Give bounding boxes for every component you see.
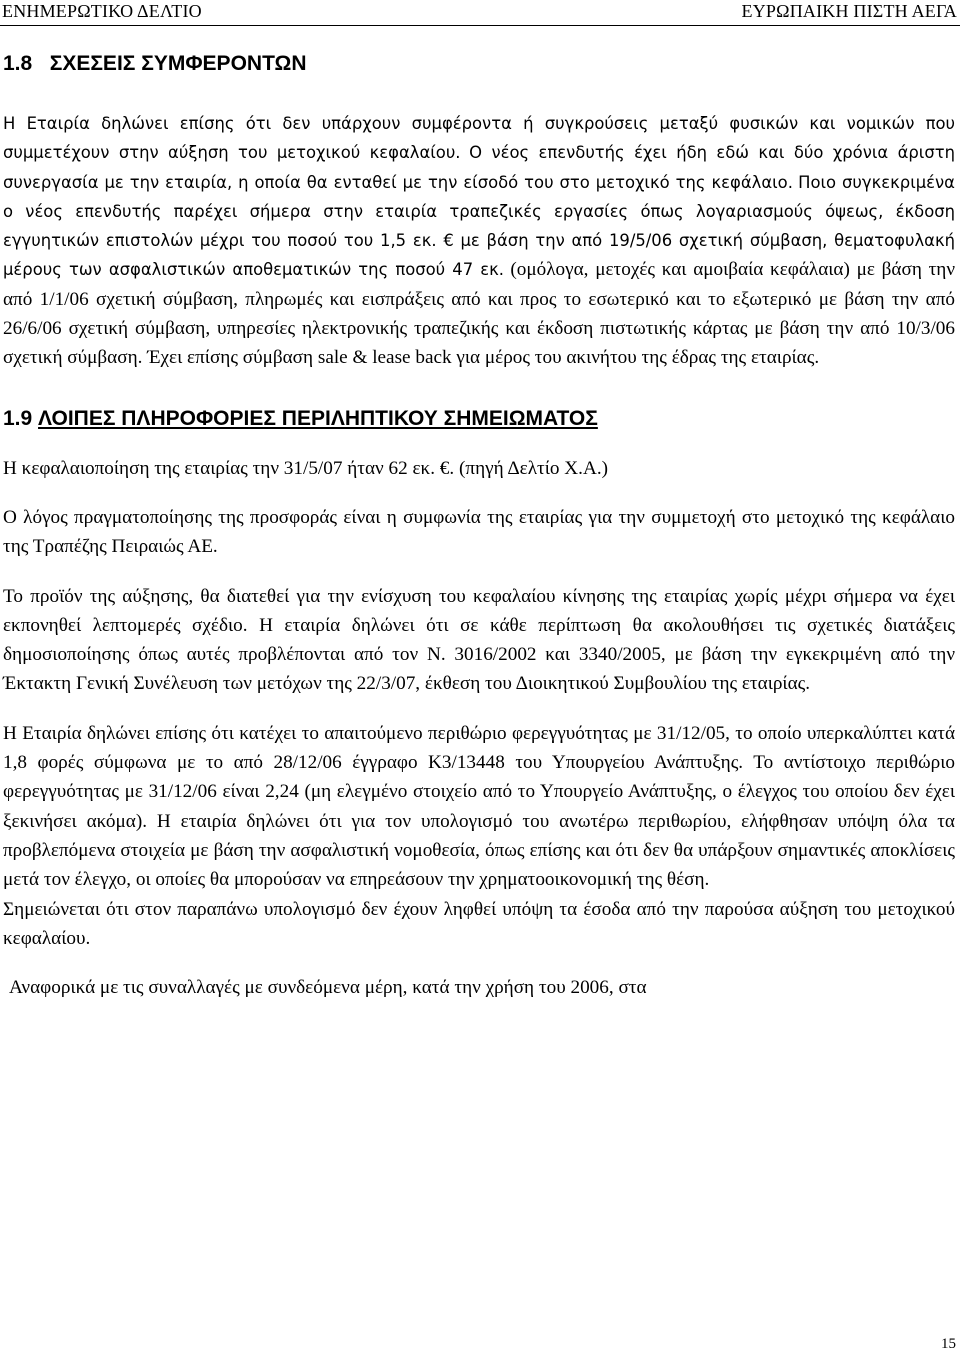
section-title: ΣΧΕΣΕΙΣ ΣΥΜΦΕΡΟΝΤΩΝ — [49, 52, 307, 75]
capitalization-value: 31/5/07 ήταν 62 εκ. €. (πηγή Δελτίο Χ.Α.) — [283, 457, 609, 479]
header-document-title: ΕΝΗΜΕΡΩΤΙΚΟ ΔΕΛΤΙΟ — [2, 1, 202, 21]
conflict-of-interest-paragraph — [3, 109, 955, 373]
header-company-name: ΕΥΡΩΠΑΙΚΗ ΠΙΣΤΗ ΑΕΓΑ — [741, 1, 957, 21]
capitalization-text: Η κεφαλαιοποίηση της εταιρίας την — [3, 457, 284, 479]
use-of-proceeds-paragraph: Το προϊόν της αύξησης, θα διατεθεί για την ενίσχυση του κεφαλαίου κίνησης της εταιρίας χωρίς μέχρι σήμερα να έχει εκπονηθεί λεπτομερές σχέδιο. Η εταιρία δηλώνει ότι σε κάθε περίπτωση θα ακολουθήσει τις σχετικές διατάξεις δημοσιοποίησης όπως αυτές προβλέπονται από τον Ν. 3016/2002 και 3340/2005, με βάση την εγκεκριμένη από την Έκτακτη Γενική Συνέλευση των μετόχων της 22/3/07, έκθεση του Διοικητικού Συμβουλίου της εταιρίας. — [3, 585, 955, 695]
paragraph-sentence: Ποιο συγκεκριμένα ο νέος επενδυτής παρέχει σήμερα στην εταιρία τραπεζικές εργασίες όπως λογαριασμούς όψεως, έκδοση εγγυητικών επιστολών μέχρι του ποσού του 1,5 εκ. € με βάση την από 19/5/06 σχετική σύμβαση, θεματοφυλακή μέρους των ασφαλιστικών αποθεματικών της ποσού 47 εκ. — [3, 172, 955, 280]
page-number: 15 — [941, 1336, 956, 1352]
solvency-note-paragraph: Σημειώνεται ότι στον παραπάνω υπολογισμό δεν έχουν ληφθεί υπόψη τα έσοδα από την παρούσα αύξηση του μετοχικού κεφαλαίου. — [3, 898, 955, 949]
paragraph-sentence: Η Εταιρία δηλώνει επίσης ότι δεν υπάρχουν συμφέροντα ή συγκρούσεις μεταξύ φυσικών και νομικών που συμμετέχουν στην αύξηση του μετοχικού κεφαλαίου. — [3, 114, 955, 163]
section-heading-1-9 — [3, 404, 955, 434]
section-number: 1.9 — [3, 406, 33, 430]
section-heading-1-8 — [3, 49, 955, 79]
offer-reason-paragraph: Ο λόγος πραγματοποίησης της προσφοράς είναι η συμφωνία της εταιρίας για την συμμετοχή στο μετοχικό της κεφάλαιο της Τραπέζης Πειραιώς ΑΕ. — [3, 506, 955, 558]
related-parties-paragraph: Αναφορικά με τις συναλλαγές με συνδεόμενα μέρη, κατά την χρήση του 2006, στα — [9, 977, 647, 999]
paragraph-sentence: (ομόλογα, μετοχές και αμοιβαία κεφάλαια) με βάση την από 1/1/06 σχετική σύμβαση, πληρωμές και εισπράξεις από και προς το εσωτερικό και το εξωτερικό με βάση την από 26/6/06 σχετική σύμβαση, υπηρεσίες ηλεκτρονικής τραπεζικής και έκδοση πιστωτικής κάρτας με βάση την από 10/3/06 σχετική σύμβαση. Έχει επίσης σύμβαση sale & lease back για μέρος του ακινήτου της έδρας της εταιρίας. — [3, 259, 956, 369]
running-header — [0, 0, 960, 26]
page-body — [3, 49, 955, 1002]
solvency-margin-paragraph: Η Εταιρία δηλώνει επίσης ότι κατέχει το απαιτούμενο περιθώριο φερεγγυότητας με 31/12/05, το οποίο υπερκαλύπτει κατά 1,8 φορές σύμφωνα με το από 28/12/06 έγγραφο Κ3/13448 του Υπουργείου Ανάπτυξης. Το αντίστοιχο περιθώριο φερεγγυότητας με 31/12/06 είναι 2,24 (μη ελεγμένο στοιχείο από το Υπουργείο Ανάπτυξης, ο έλεγχος του οποίου δεν έχει ξεκινήσει ακόμα). Η εταιρία δηλώνει ότι για τον υπολογισμό του ανωτέρω περιθωρίου, ελήφθησαν υπόψη όλα τα προβλεπόμενα στοιχεία με βάση την ασφαλιστική νομοθεσία, όπως επίσης και ότι δεν θα υπάρξουν σημαντικές αποκλίσεις μετά τον έλεγχο, οι οποίες θα μπορούσαν να επηρεάσουν την χρηματοοικονομική της θέση. — [3, 722, 955, 891]
paragraph-sentence: Ο νέος επενδυτής έχει ήδη εδώ και δύο χρόνια άριστη συνεργασία με την εταιρία, η οποία θα ενταθεί με την είσοδό του στο μετοχικό της κεφάλαιο. — [3, 143, 955, 192]
section-number: 1.8 — [3, 52, 33, 75]
capitalization-paragraph — [3, 454, 955, 483]
section-title: ΛΟΙΠΕΣ ΠΛΗΡΟΦΟΡΙΕΣ ΠΕΡΙΛΗΠΤΙΚΟΥ ΣΗΜΕΙΩΜΑΤΟΣ — [38, 406, 598, 430]
